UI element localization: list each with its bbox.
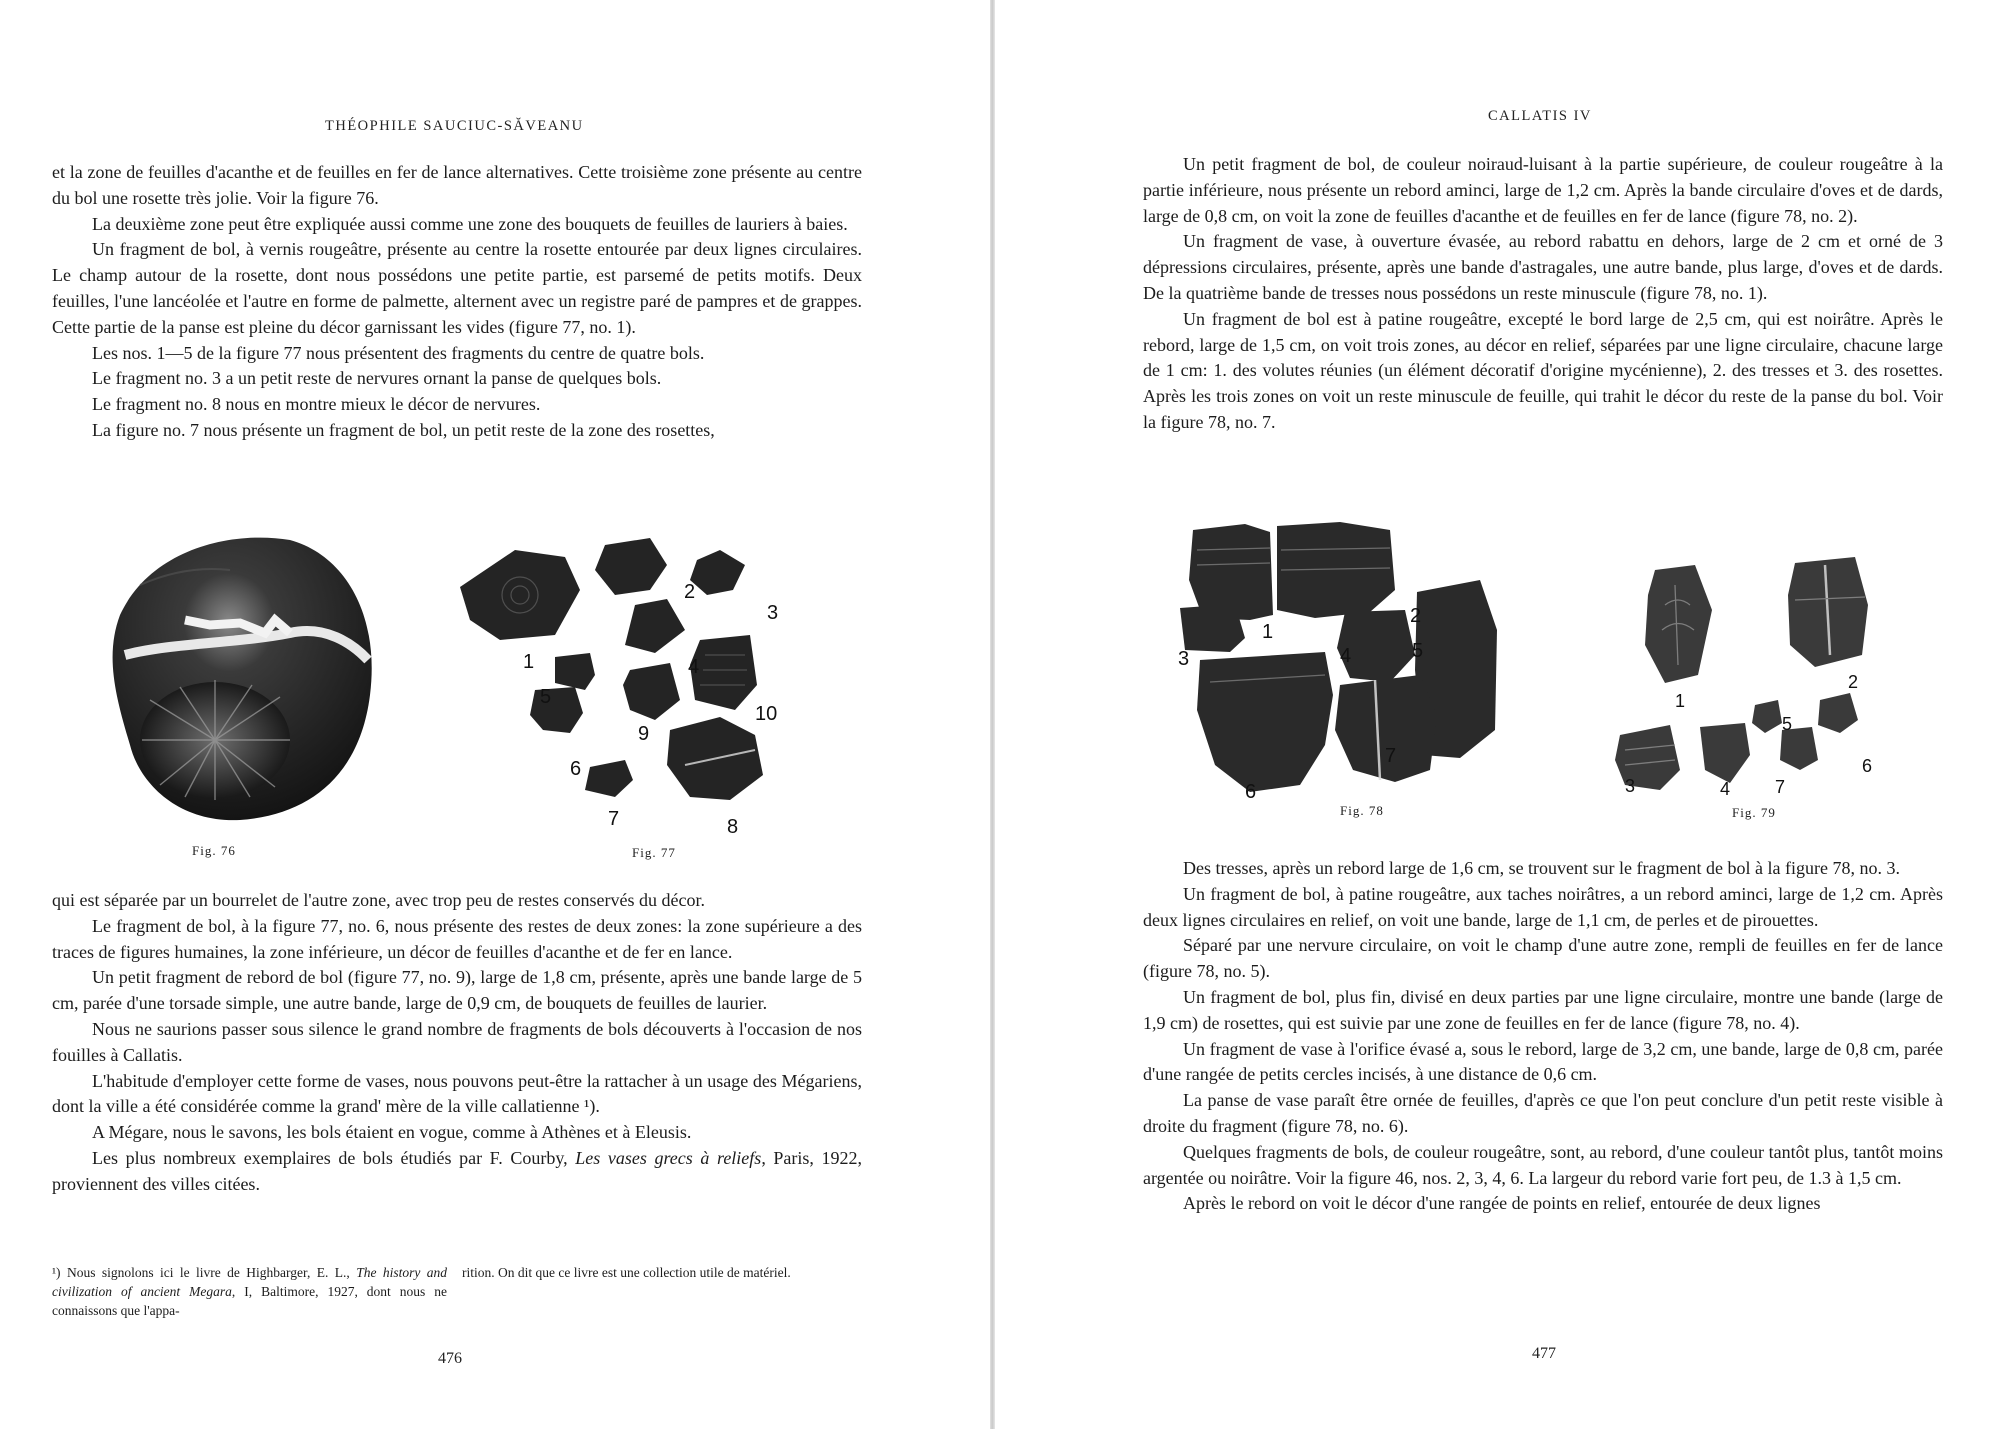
- paragraph: La figure no. 7 nous présente un fragment de bol, un petit reste de la zone des rosettes,: [92, 419, 715, 440]
- left-text-bottom: [52, 888, 862, 1198]
- left-text-top: [52, 160, 862, 444]
- figure-79-label: 6: [1862, 756, 1873, 776]
- paragraph: Le fragment no. 3 a un petit reste de nervures ornant la panse de quelques bols.: [92, 368, 662, 389]
- figure-78-label: 2: [1410, 605, 1422, 627]
- footnote-column-2: rition. On dit que ce livre est une collection utile de matériel.: [462, 1265, 791, 1280]
- figure-79-caption: Fig. 79: [1732, 805, 1776, 820]
- paragraph: Un fragment de bol, à patine rougeâtre, aux taches noirâtres, a un rebord aminci, large de 1,2 cm. Après deux lignes circulaires en relief, on voit une bande, large de 1,1 cm, de perles et de pirouettes.: [1143, 883, 1943, 930]
- figure-79-label: 5: [1782, 714, 1793, 734]
- paragraph: Les nos. 1—5 de la figure 77 nous présentent des fragments du centre de quatre bols.: [92, 342, 705, 363]
- figure-79-label: 4: [1720, 779, 1731, 799]
- figure-77-label: 10: [755, 703, 778, 725]
- paragraph-text: , Paris, 1922, proviennent des villes citées.: [52, 1147, 863, 1194]
- right-text-bottom: [1143, 856, 1943, 1217]
- paragraph: qui est séparée par un bourrelet de l'autre zone, avec trop peu de restes conservés du décor.: [52, 890, 705, 910]
- page-number-right: 477: [1532, 1345, 1556, 1362]
- paragraph: Quelques fragments de bols, de couleur rougeâtre, sont, au rebord, d'une couleur tantôt plus, tantôt moins argentée ou noirâtre. Voir la figure 46, nos. 2, 3, 4, 6. La largeur du rebord varie fort peu, de 1.3 à 1,5 cm.: [1143, 1141, 1943, 1188]
- right-page: [995, 0, 2000, 1429]
- footnote: [52, 1263, 862, 1343]
- left-page: [0, 0, 990, 1429]
- right-text-top: [1143, 152, 1943, 436]
- figure-77-label: 6: [570, 758, 582, 780]
- figure-79-photo: [1600, 555, 1880, 800]
- paragraph: A Mégare, nous le savons, les bols étaient en vogue, comme à Athènes et à Eleusis.: [92, 1122, 692, 1143]
- figure-78-label: 4: [1340, 645, 1352, 667]
- figure-79-label: 2: [1848, 672, 1859, 692]
- figure-77-label: 7: [608, 808, 620, 830]
- paragraph-text: Les plus nombreux exemplaires de bols étudiés par F. Courby,: [92, 1147, 576, 1168]
- figure-77-label: 5: [540, 686, 552, 708]
- figure-78-caption: Fig. 78: [1340, 803, 1384, 818]
- figure-77-photo: [445, 535, 805, 835]
- running-head-right: CALLATIS IV: [1488, 108, 1592, 124]
- paragraph: Un petit fragment de bol, de couleur noiraud-luisant à la partie supérieure, de couleur rougeâtre à la partie inférieure, nous présente un rebord aminci, large de 1,2 cm. Après la bande circulaire d'oves et de dards, large de 0,8 cm, on voit la zone de feuilles d'acanthe et de feuilles en fer de lance (figure 78, no. 2).: [1143, 154, 1943, 226]
- figure-78-label: 6: [1245, 781, 1257, 803]
- paragraph: et la zone de feuilles d'acanthe et de feuilles en fer de lance alternatives. Cette troisième zone présente au centre du bol une rosette très jolie. Voir la figure 76.: [52, 162, 862, 208]
- figure-78-label: 1: [1262, 621, 1274, 643]
- paragraph: Le fragment de bol, à la figure 77, no. 6, nous présente des restes de deux zones: la zone supérieure a des traces de figures humaines, la zone inférieure, un décor de feuilles d'acanthe et de fer en lance.: [52, 915, 862, 962]
- running-head-left: THÉOPHILE SAUCIUC-SĂVEANU: [325, 118, 584, 134]
- figure-79-label: 3: [1625, 776, 1636, 796]
- footnote-column-1: [52, 1263, 447, 1320]
- figure-76-caption: Fig. 76: [192, 843, 236, 858]
- paragraph: L'habitude d'employer cette forme de vases, nous pouvons peut-être la rattacher à un usage des Mégariens, dont la ville a été considérée comme la grand' mère de la ville callatienne ¹).: [52, 1070, 862, 1117]
- figure-78-label: 7: [1385, 745, 1397, 767]
- paragraph: Un fragment de bol, plus fin, divisé en deux parties par une ligne circulaire, montre une bande (large de 1,9 cm) de rosettes, qui est suivie par une zone de feuilles en fer de lance (figure 78, no. 4).: [1143, 986, 1943, 1033]
- page-number-left: 476: [438, 1350, 462, 1367]
- paragraph: Après le rebord on voit le décor d'une rangée de points en relief, entourée de deux lignes: [1183, 1193, 1821, 1214]
- footnote-text: ¹) Nous signolons ici le livre de Highbarger, E. L.,: [52, 1265, 357, 1280]
- figure-77-label: 2: [684, 581, 696, 603]
- paragraph: Un fragment de vase, à ouverture évasée, au rebord rabattu en dehors, large de 2 cm et orné de 3 dépressions circulaires, présente, après une bande d'astragales, une autre bande, plus large, d'oves et de dards. De la quatrième bande de tresses nous possédons un reste minuscule (figure 78, no. 1).: [1143, 231, 1943, 303]
- figure-77-caption: Fig. 77: [632, 845, 676, 860]
- figure-77-label: 8: [727, 816, 739, 835]
- paragraph: Des tresses, après un rebord large de 1,6 cm, se trouvent sur le fragment de bol à la figure 78, no. 3.: [1183, 858, 1900, 878]
- paragraph: [52, 1146, 862, 1198]
- figure-77-label: 4: [688, 656, 700, 678]
- paragraph: Un fragment de vase à l'orifice évasé a, sous le rebord, large de 3,2 cm, une bande, large de 0,8 cm, parée d'une rangée de petits cercles incisés, à une distance de 0,6 cm.: [1143, 1038, 1943, 1085]
- figure-78-photo: [1175, 520, 1505, 805]
- paragraph: La deuxième zone peut être expliquée aussi comme une zone des bouquets de feuilles de lauriers à baies.: [92, 213, 848, 234]
- paragraph: Un petit fragment de rebord de bol (figure 77, no. 9), large de 1,8 cm, présente, après une bande large de 5 cm, parée d'une torsade simple, une autre bande, large de 0,9 cm, de bouquets de feuilles de laurier.: [52, 967, 862, 1014]
- paragraph: Un fragment de bol est à patine rougeâtre, excepté le bord large de 2,5 cm, qui est noirâtre. Après le rebord, large de 1,5 cm, on voit trois zones, au décor en relief, séparées par une ligne circulaire, chacune large de 1 cm: 1. des volutes réunies (un élément décoratif d'origine mycénienne), 2. des tresses et 3. des rosettes. Après les trois zones on voit un reste minuscule de feuille, qui trahit le décor du reste de la panse du bol. Voir la figure 78, no. 7.: [1143, 308, 1943, 432]
- paragraph: Un fragment de bol, à vernis rougeâtre, présente au centre la rosette entourée par deux lignes circulaires. Le champ autour de la rosette, dont nous possédons une petite partie, est parsemé de petits motifs. Deux feuilles, l'une lancéolée et l'autre en forme de palmette, alternent avec un registre paré de pampres et de grappes. Cette partie de la panse est pleine du décor garnissant les vides (figure 77, no. 1).: [52, 239, 862, 337]
- figure-77-label: 3: [767, 602, 779, 624]
- footnote-text: , I, Baltimore, 1927, dont nous ne connaissons que l'appa-: [52, 1284, 447, 1318]
- paragraph: La panse de vase paraît être ornée de feuilles, d'après ce que l'on peut conclure d'un petit reste visible à droite du fragment (figure 78, no. 6).: [1143, 1090, 1943, 1136]
- paragraph: Séparé par une nervure circulaire, on voit le champ d'une autre zone, rempli de feuilles en fer de lance (figure 78, no. 5).: [1143, 935, 1943, 982]
- figure-78-label: 5: [1412, 640, 1424, 662]
- figure-77-label: 9: [638, 723, 650, 745]
- figure-76-photo: [90, 525, 380, 825]
- figure-77-label: 1: [523, 651, 535, 673]
- footnote-book-title: The history and civilization of ancient Megara: [52, 1265, 447, 1299]
- figure-78-label: 3: [1178, 648, 1190, 670]
- figure-79-label: 1: [1675, 691, 1686, 711]
- paragraph: Nous ne saurions passer sous silence le grand nombre de fragments de bols découverts à l'occasion de nos fouilles à Callatis.: [52, 1018, 862, 1065]
- paragraph: Le fragment no. 8 nous en montre mieux le décor de nervures.: [92, 394, 541, 415]
- figure-79-label: 7: [1775, 777, 1786, 797]
- book-title: Les vases grecs à reliefs: [575, 1147, 762, 1168]
